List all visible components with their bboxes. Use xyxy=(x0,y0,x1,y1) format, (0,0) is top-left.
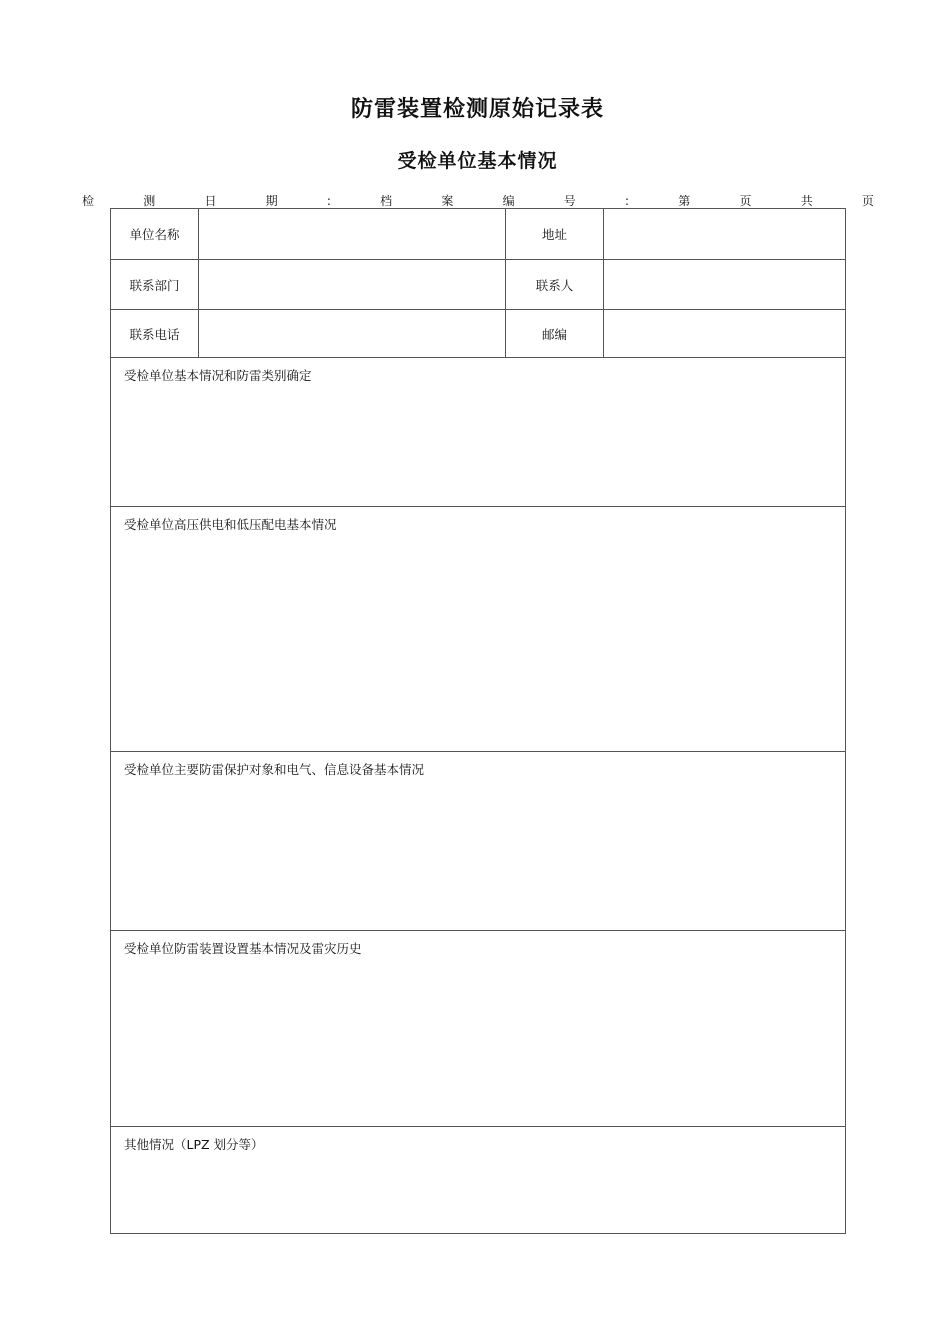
section-row xyxy=(111,358,846,507)
meta-char: 共 xyxy=(800,194,813,208)
meta-char: 日 xyxy=(204,194,217,208)
meta-char: : xyxy=(625,194,630,208)
info-row-department xyxy=(111,260,846,310)
meta-char: 第 xyxy=(678,194,691,208)
phone-field[interactable] xyxy=(199,310,506,358)
meta-char: 期 xyxy=(265,194,278,208)
meta-char: 档 xyxy=(380,194,393,208)
unit-name-label: 单位名称 xyxy=(111,209,199,260)
department-label: 联系部门 xyxy=(111,260,199,310)
section-row xyxy=(111,1127,846,1234)
meta-char: : xyxy=(326,194,331,208)
meta-char: 案 xyxy=(441,194,454,208)
info-row-unit xyxy=(111,209,846,260)
department-field[interactable] xyxy=(199,260,506,310)
record-meta-line xyxy=(82,193,874,209)
address-label: 地址 xyxy=(506,209,604,260)
section-row xyxy=(111,507,846,752)
address-field[interactable] xyxy=(604,209,846,260)
section-lightning-devices-history[interactable]: 受检单位防雷装置设置基本情况及雷灾历史 xyxy=(111,931,846,1127)
unit-name-field[interactable] xyxy=(199,209,506,260)
contact-person-label: 联系人 xyxy=(506,260,604,310)
meta-char: 编 xyxy=(502,194,515,208)
meta-char: 页 xyxy=(861,194,874,208)
page-title: 防雷装置检测原始记录表 xyxy=(350,97,604,122)
section-protected-objects[interactable]: 受检单位主要防雷保护对象和电气、信息设备基本情况 xyxy=(111,752,846,931)
meta-char: 号 xyxy=(563,194,576,208)
meta-char: 页 xyxy=(739,194,752,208)
section-other-lpz[interactable]: 其他情况（LPZ 划分等） xyxy=(111,1127,846,1234)
section-basic-info[interactable]: 受检单位基本情况和防雷类别确定 xyxy=(111,358,846,507)
postcode-label: 邮编 xyxy=(506,310,604,358)
section-power-supply[interactable]: 受检单位高压供电和低压配电基本情况 xyxy=(111,507,846,752)
meta-char: 测 xyxy=(143,194,156,208)
postcode-field[interactable] xyxy=(604,310,846,358)
info-row-phone xyxy=(111,310,846,358)
section-row xyxy=(111,752,846,931)
phone-label: 联系电话 xyxy=(111,310,199,358)
page-subtitle: 受检单位基本情况 xyxy=(397,150,558,172)
meta-char: 检 xyxy=(82,194,95,208)
section-row xyxy=(111,931,846,1127)
record-form-table xyxy=(110,208,846,1234)
contact-person-field[interactable] xyxy=(604,260,846,310)
